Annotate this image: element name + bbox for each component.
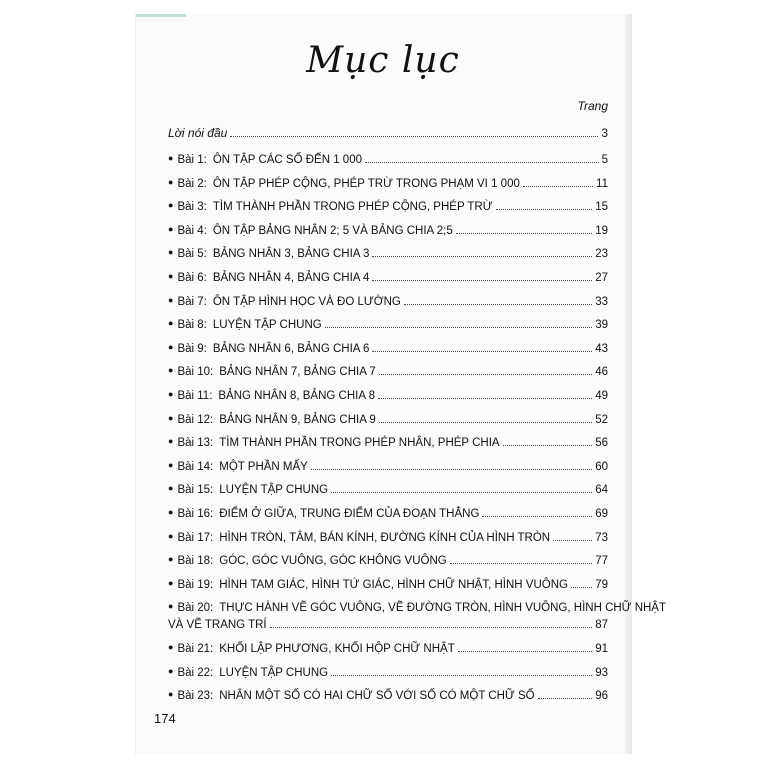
toc-entry[interactable]: [168, 362, 608, 386]
lesson-title: BẢNG NHÂN 7, BẢNG CHIA 7: [219, 366, 376, 379]
lesson-number: Bài 20:: [177, 602, 214, 615]
lesson-title: BẢNG NHÂN 4, BẢNG CHIA 4: [212, 271, 370, 284]
lesson-title: NHÂN MỘT SỐ CÓ HAI CHỮ SỐ VỚI SỐ CÓ MỘT CHỮ SỐ: [219, 690, 535, 703]
toc-entry[interactable]: [168, 386, 608, 410]
preface-label: Lời nói đầu: [168, 126, 228, 140]
dot-leader: [523, 186, 593, 187]
lesson-number: Bài 3:: [177, 201, 207, 214]
lesson-page: 5: [601, 154, 608, 166]
dot-leader: [503, 445, 593, 446]
lesson-number: Bài 2:: [177, 177, 207, 190]
preface-page: 3: [601, 126, 608, 140]
lesson-number: Bài 11:: [177, 389, 213, 402]
lesson-page: 93: [595, 666, 608, 679]
toc-list: [168, 150, 666, 710]
toc-entry[interactable]: [168, 268, 608, 292]
lesson-title: HÌNH TRÒN, TÂM, BÁN KÍNH, ĐƯỜNG KÍNH CỦA HÌNH TRÒN: [219, 531, 551, 544]
toc-entry[interactable]: [168, 457, 608, 481]
lesson-title: BẢNG NHÂN 3, BẢNG CHIA 3: [212, 248, 370, 261]
dot-leader: [372, 280, 592, 281]
toc-entry[interactable]: [168, 292, 608, 316]
toc-entry[interactable]: [168, 528, 608, 552]
lesson-title: ÔN TẬP CÁC SỐ ĐẾN 1 000: [212, 154, 362, 166]
bullet-icon: ●: [168, 270, 174, 281]
lesson-title: BẢNG NHÂN 6, BẢNG CHIA 6: [212, 342, 370, 355]
dot-leader: [270, 627, 593, 628]
bullet-icon: ●: [168, 412, 174, 423]
dot-leader: [311, 469, 592, 470]
lesson-title: LUYỆN TẬP CHUNG: [219, 666, 329, 679]
page-number: 174: [154, 711, 176, 726]
toc-entry[interactable]: [168, 686, 608, 710]
lesson-page: 49: [595, 389, 608, 402]
lesson-title-continued: VÀ VẼ TRANG TRÍ: [168, 619, 267, 632]
toc-entry[interactable]: [168, 197, 608, 221]
dot-leader: [331, 492, 592, 493]
bullet-icon: ●: [168, 153, 174, 163]
dot-leader: [404, 304, 592, 305]
bullet-icon: ●: [168, 223, 174, 234]
lesson-page: 73: [595, 531, 608, 544]
lesson-page: 27: [595, 271, 608, 284]
toc-entry[interactable]: [168, 150, 608, 174]
dot-leader: [379, 422, 592, 423]
lesson-page: 15: [595, 201, 608, 214]
lesson-number: Bài 10:: [177, 366, 214, 379]
dot-leader: [571, 587, 592, 588]
toc-entry[interactable]: [168, 410, 608, 434]
dot-leader: [372, 351, 592, 352]
lesson-title: TÌM THÀNH PHẦN TRONG PHÉP CỘNG, PHÉP TRỪ: [212, 201, 493, 214]
toc-entry[interactable]: [168, 339, 608, 363]
lesson-number: Bài 14:: [177, 460, 214, 473]
toc-entry[interactable]: [168, 598, 666, 639]
lesson-page: 87: [595, 619, 608, 632]
lesson-page: 11: [596, 177, 608, 190]
lesson-title: GÓC, GÓC VUÔNG, GÓC KHÔNG VUÔNG: [219, 555, 447, 568]
dot-leader: [482, 516, 592, 517]
toc-entry[interactable]: [168, 244, 608, 268]
lesson-number: Bài 7:: [177, 295, 207, 308]
dot-leader: [378, 398, 592, 399]
toc-entry[interactable]: [168, 551, 608, 575]
lesson-page: 60: [595, 460, 608, 473]
dot-leader: [450, 563, 592, 564]
bullet-icon: ●: [168, 483, 174, 494]
dot-leader: [331, 675, 592, 676]
lesson-page: 33: [595, 295, 608, 308]
lesson-number: Bài 9:: [177, 342, 207, 355]
lesson-title: HÌNH TAM GIÁC, HÌNH TỨ GIÁC, HÌNH CHỮ NHẬT, HÌNH VUÔNG: [219, 578, 568, 591]
lesson-number: Bài 22:: [177, 666, 214, 679]
dot-leader: [456, 233, 592, 234]
page-title: Mục lục: [306, 40, 460, 81]
dot-leader: [458, 651, 592, 652]
bullet-icon: ●: [168, 294, 174, 305]
bullet-icon: ●: [168, 436, 174, 447]
lesson-number: Bài 6:: [177, 271, 207, 284]
lesson-title: LUYỆN TẬP CHUNG: [212, 319, 322, 332]
toc-entry[interactable]: [168, 174, 608, 198]
bullet-icon: ●: [168, 601, 174, 612]
lesson-page: 19: [595, 224, 608, 237]
toc-entry[interactable]: [168, 221, 608, 245]
toc-entry[interactable]: [168, 315, 608, 339]
bullet-icon: ●: [168, 176, 174, 187]
lesson-page: 69: [595, 507, 608, 520]
dot-leader: [325, 327, 592, 328]
lesson-page: 64: [595, 484, 608, 497]
lesson-number: Bài 18:: [177, 555, 214, 568]
toc-entry[interactable]: [168, 433, 608, 457]
lesson-page: 46: [595, 366, 608, 379]
bullet-icon: ●: [168, 642, 174, 653]
dot-leader: [538, 698, 593, 699]
lesson-page: 79: [595, 578, 608, 591]
dot-leader: [365, 162, 599, 163]
lesson-title: THỰC HÀNH VẼ GÓC VUÔNG, VẼ ĐƯỜNG TRÒN, HÌNH VUÔNG, HÌNH CHỮ NHẬT: [219, 602, 666, 615]
toc-entry[interactable]: [168, 663, 608, 687]
lesson-page: 43: [595, 342, 608, 355]
lesson-number: Bài 1:: [177, 154, 207, 166]
page-edge: [625, 14, 632, 754]
toc-entry[interactable]: [168, 639, 608, 663]
lesson-title: KHỐI LẬP PHƯƠNG, KHỐI HỘP CHỮ NHẬT: [219, 643, 455, 656]
toc-entry[interactable]: [168, 480, 608, 504]
dot-leader: [496, 209, 593, 210]
bullet-icon: ●: [168, 365, 174, 376]
bullet-icon: ●: [168, 530, 174, 541]
bullet-icon: ●: [168, 689, 174, 700]
dot-leader: [379, 374, 592, 375]
lesson-number: Bài 8:: [177, 319, 207, 332]
lesson-page: 23: [595, 248, 608, 261]
bullet-icon: ●: [168, 506, 174, 517]
lesson-number: Bài 5:: [177, 248, 207, 261]
lesson-number: Bài 15:: [177, 484, 214, 497]
lesson-number: Bài 23:: [177, 690, 214, 703]
bullet-icon: ●: [168, 318, 174, 329]
bullet-icon: ●: [168, 247, 174, 258]
lesson-title: MỘT PHẦN MẤY: [219, 460, 308, 473]
lesson-number: Bài 16:: [177, 507, 214, 520]
dot-leader: [372, 256, 592, 257]
lesson-title: ÔN TẬP BẢNG NHÂN 2; 5 VÀ BẢNG CHIA 2;5: [212, 224, 453, 237]
dot-leader: [230, 136, 598, 137]
bullet-icon: ●: [168, 577, 174, 588]
dot-leader: [553, 540, 592, 541]
bullet-icon: ●: [168, 388, 174, 399]
lesson-title: ÔN TẬP PHÉP CỘNG, PHÉP TRỪ TRONG PHẠM VI 1 000: [212, 177, 520, 190]
lesson-page: 56: [595, 437, 608, 450]
lesson-page: 91: [595, 643, 608, 656]
lesson-page: 77: [595, 555, 608, 568]
bullet-icon: ●: [168, 459, 174, 470]
cover-accent-strip: [136, 14, 186, 17]
toc-entry[interactable]: [168, 575, 608, 599]
bullet-icon: ●: [168, 200, 174, 211]
lesson-number: Bài 4:: [177, 224, 207, 237]
lesson-number: Bài 17:: [177, 531, 214, 544]
page-column-label: Trang: [577, 99, 608, 113]
lesson-page: 39: [595, 319, 608, 332]
toc-preface-entry[interactable]: [168, 124, 608, 140]
lesson-title: ĐIỂM Ở GIỮA, TRUNG ĐIỂM CỦA ĐOẠN THẲNG: [219, 507, 480, 520]
lesson-title: TÌM THÀNH PHẦN TRONG PHÉP NHÂN, PHÉP CHIA: [219, 437, 500, 450]
lesson-title: ÔN TẬP HÌNH HỌC VÀ ĐO LƯỜNG: [212, 295, 401, 308]
lesson-number: Bài 12:: [177, 413, 214, 426]
bullet-icon: ●: [168, 341, 174, 352]
lesson-title: BẢNG NHÂN 9, BẢNG CHIA 9: [219, 413, 376, 426]
bullet-icon: ●: [168, 554, 174, 565]
lesson-number: Bài 21:: [177, 643, 214, 656]
toc-entry[interactable]: [168, 504, 608, 528]
bullet-icon: ●: [168, 665, 174, 676]
lesson-page: 52: [595, 413, 608, 426]
lesson-number: Bài 19:: [177, 578, 214, 591]
lesson-title: BẢNG NHÂN 8, BẢNG CHIA 8: [218, 389, 375, 402]
lesson-number: Bài 13:: [177, 437, 214, 450]
lesson-title: LUYỆN TẬP CHUNG: [219, 484, 329, 497]
lesson-page: 96: [595, 690, 608, 703]
